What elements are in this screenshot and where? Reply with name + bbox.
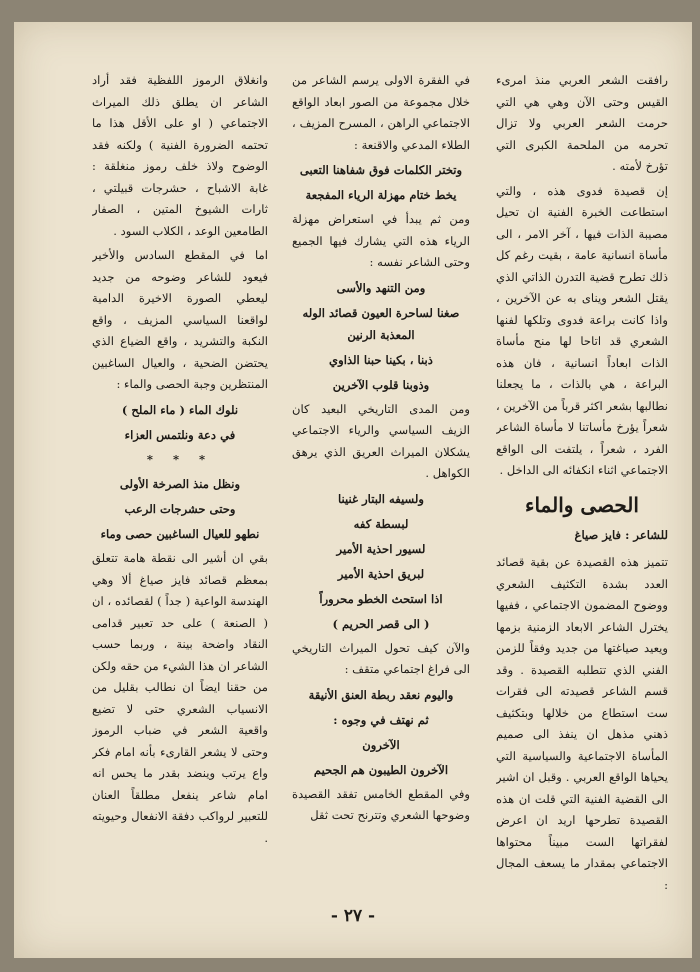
verse-line: لسيور احذية الأمير	[336, 541, 426, 556]
paragraph: اما في المقطع السادس والأخير فيعود للشاعر وضوحه من جديد ليعطي الصورة الاخيرة الدامية لواقعنا السياسي المزيف ، واقع النكبة والتشريد ، واقع الضياع الذي يحتضن الضحية ، والعيال الساغبين المنتظرين وجبة الحصى والماء :	[92, 248, 268, 391]
stars-line: * * *	[146, 451, 214, 466]
scanned-page	[14, 22, 692, 958]
byline-line: للشاعر : فايز صياغ	[574, 527, 668, 542]
verse-line: يخط ختام مهزلة الرياء المفجعة	[305, 188, 457, 202]
paragraph: رافقت الشعر العربي منذ امرىء القيس وحتى الآن وهي هي التي حرمت الشعر العربي ولا تزال تحرمه من الملحمة الكبرى التي تؤرخ لأمته .	[496, 73, 668, 173]
paragraph: بقي ان أشير الى نقطة هامة تتعلق بمعظم قصائد فايز صياغ ألا وهي الهندسة الواعية ( جداً ) لقصائده ، ان ( الصنعة ) على حد تعبير قدامى النقاد واضحة بينة ، وربما حسب الشاعر ان هذا الشيء من حقه ولكن من حقنا ايضاً ان نطالب بقليل من الانسياب الشعري حتى لا تضيع واقعية الشعر في ضباب الرموز وحتى لا يشعر القارىء بأنه امام فكر واع يرتب وينضد بقدر ما يحس انه امام شاعر ينفعل مطلقاً العنان للتعبير لرواكب دفقة الانفعال وحيويته .	[92, 551, 268, 845]
paragraph: وفي المقطع الخامس تفقد القصيدة وضوحها الشعري وتترنح تحت ثقل	[292, 786, 470, 822]
verse-line: الآخرون	[362, 737, 400, 752]
paragraph: إن قصيدة فدوى هذه ، والتي استطاعت الخبرة الفنية ان تحيل مصيبة الذات فيها ، آخر الامر ، الى مأساة انسانية عامة ، بقيت رغم كل ذلك تطرح قضية التدرن الذاتي الذي يقتل الشعر ويناى به عن الآخرين ، واذا كانت براعة فدوى وتلكها لفنها الشعري قد اتاحا لها منح مأساة الذات ابعاداً انسانية ، فان هذه البراعة ، هي بالذات ، ما يجعلنا نطالبها بشعر اكثر قرباً من الآخرين ، شعراً يؤرخ مأساتنا لا مأساة الشاعر الفرد ، شعراً ، يلتفت الى الواقع الاجتماعي اثناء انكفائه الى الداخل .	[496, 183, 668, 477]
verse-line: ولسيفه البتار غنينا	[337, 491, 425, 506]
verse-line: ونظل منذ الصرخة الأولى	[119, 477, 241, 491]
verse-line: صغنا لساحرة العيون قصائد الوله المعذبة الرنين	[302, 305, 460, 342]
verse-line: وذوبنا قلوب الآخرين	[332, 377, 430, 392]
paragraph: وانغلاق الرموز اللفظية فقد أراد الشاعر ان يطلق ذلك الميراث الاجتماعي ( او على الأقل هذا ما تحتمه الضرورة الفنية ) ولكنه فقد الوضوح ولاذ خلف رموز منغلقة : غابة الاشباح ، حشرجات قبيلتي ، ثارات الشيوخ المتين ، الصفار الطامعين الوعد ، الكلاب السود .	[92, 73, 268, 238]
verse-line: ( الى قصر الحريم )	[332, 616, 430, 631]
verse-line: ثم نهتف في وجوه :	[333, 712, 429, 727]
paragraph: ومن المدى التاريخي البعيد كان الزيف السياسي والرياء الاجتماعي يشكلان الميراث العريق الذي يرهق الكواهل .	[292, 401, 470, 480]
heading-line: الحصى والماء	[525, 492, 639, 517]
verse-line: نطهو للعيال الساغبين حصى وماء	[100, 527, 260, 541]
page-number: - ٢٧ -	[330, 906, 376, 926]
verse-line: ومن التنهد والأسى	[336, 280, 426, 295]
verse-line: لبسطة كفه	[353, 516, 409, 531]
verse-line: في دعة ونلتمس العزاء	[124, 427, 236, 442]
verse-line: وتختر الكلمات فوق شفاهنا التعبى	[299, 163, 463, 177]
verse-line: نلوك الماء ( ماء الملح )	[121, 402, 239, 417]
paragraph: ومن ثم يبدأ في استعراض مهزلة الرياء هذه التي يشارك فيها الجميع وحتى الشاعر نفسه :	[292, 212, 470, 269]
paragraph: تتميز هذه القصيدة عن بقية قصائد العدد بشدة التكثيف الشعري ووضوح المضمون الاجتماعي ، ففيها يخترل الشاعر الابعاد الزمنية بزمها ويعيد صياغتها من جديد وفقاً للزمن الفني الذي تتطلبه القصيدة . وقد قسم الشاعر قصيدته الى فقرات ست استطاع من خلالها وبتكثيف ذهني مذهل ان ينفذ الى صميم المأساة الاجتماعية والسياسية التي يحياها الواقع العربي . وقبل ان اشير الى القضية الفنية التي قلت ان هذه القصيدة تطرحها اريد ان اعرض لفقراتها الست مبيناً محتواها الاجتماعي بمقدار ما يسعف المجال :	[496, 555, 668, 892]
verse-line: وحتى حشرجات الرعب	[124, 502, 236, 516]
verse-line: ذبنا ، بكينا حبنا الذاوي	[329, 352, 433, 367]
paragraph: في الفقرة الاولى يرسم الشاعر من خلال مجموعة من الصور ابعاد الواقع الاجتماعي الراهن ، المسرح المزيف ، الطلاء المدعي والاقنعة :	[292, 73, 470, 152]
paragraph: والآن كيف تحول الميراث التاريخي الى فراغ اجتماعي متقف :	[292, 640, 470, 676]
column-middle	[292, 70, 470, 830]
column-right	[496, 70, 668, 899]
verse-line: الآخرون الطيبون هم الجحيم	[313, 762, 449, 777]
verse-line: لبريق احذية الأمير	[337, 566, 425, 581]
verse-line: اذا استحث الخطو محروراً	[319, 591, 443, 606]
verse-line: واليوم نعقد ربطة العنق الأنيقة	[308, 687, 454, 702]
column-left	[92, 70, 268, 852]
